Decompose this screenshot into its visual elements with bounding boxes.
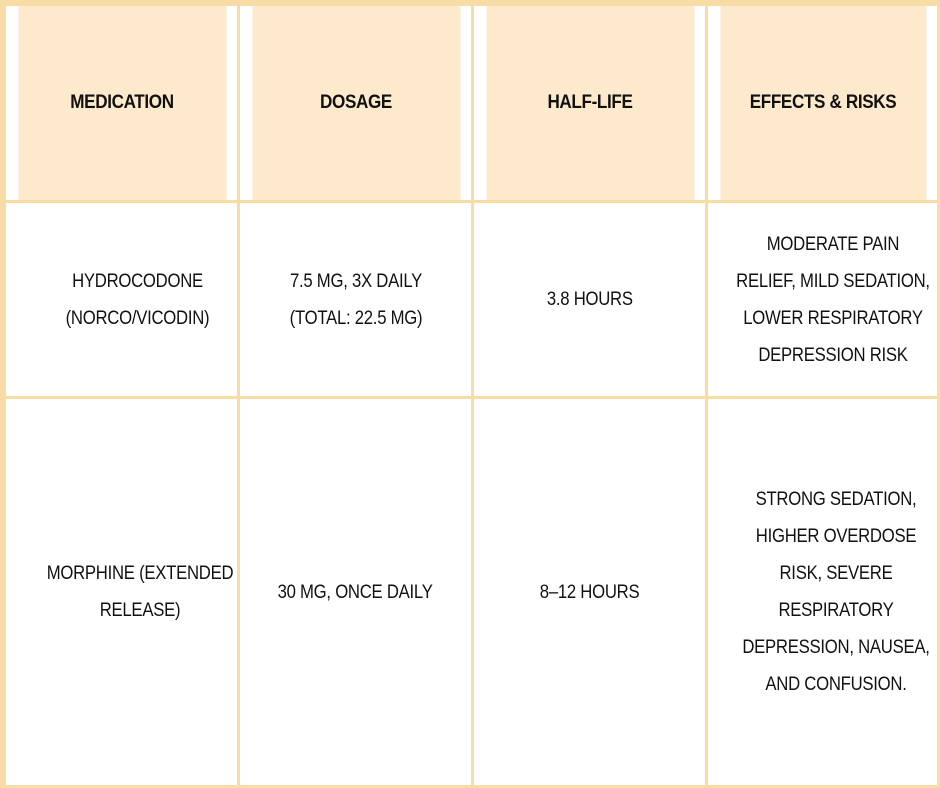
cell-text: 3.8 HOURS (546, 289, 633, 310)
header-effects-risks: EFFECTS & RISKS (718, 5, 927, 202)
cell-text: 7.5 MG, 3X DAILY (TOTAL: 22.5 MG) (289, 270, 422, 329)
header-medication: MEDICATION (16, 5, 227, 202)
cell-text: MODERATE PAIN RELIEF, MILD SEDATION, LOWER RESPIRATORY DEPRESSION RISK (736, 233, 930, 366)
cell-text: MORPHINE (EXTENDED RELEASE) (46, 563, 234, 621)
header-half-life: HALF-LIFE (484, 5, 695, 202)
cell-text: 8–12 HOURS (539, 581, 640, 603)
cell-half-life (473, 398, 707, 787)
table (3, 3, 940, 788)
cell-text: HYDROCODONE (NORCO/VICODIN) (65, 270, 210, 329)
cell-half-life (473, 202, 707, 398)
cell-effects-risks (707, 398, 939, 787)
cell-medication (5, 202, 239, 398)
cell-text: 30 MG, ONCE DAILY (277, 581, 434, 603)
cell-medication (5, 398, 239, 787)
cell-text: STRONG SEDATION, HIGHER OVERDOSE RISK, SEVERE RESPIRATORY DEPRESSION, NAUSEA, AND CONFUSION. (742, 489, 930, 695)
header-dosage: DOSAGE (250, 5, 461, 202)
cell-effects-risks (707, 202, 939, 398)
table-row (5, 398, 939, 787)
table-header-row (5, 5, 939, 202)
table-row (5, 202, 939, 398)
cell-dosage (239, 202, 473, 398)
cell-dosage (239, 398, 473, 787)
